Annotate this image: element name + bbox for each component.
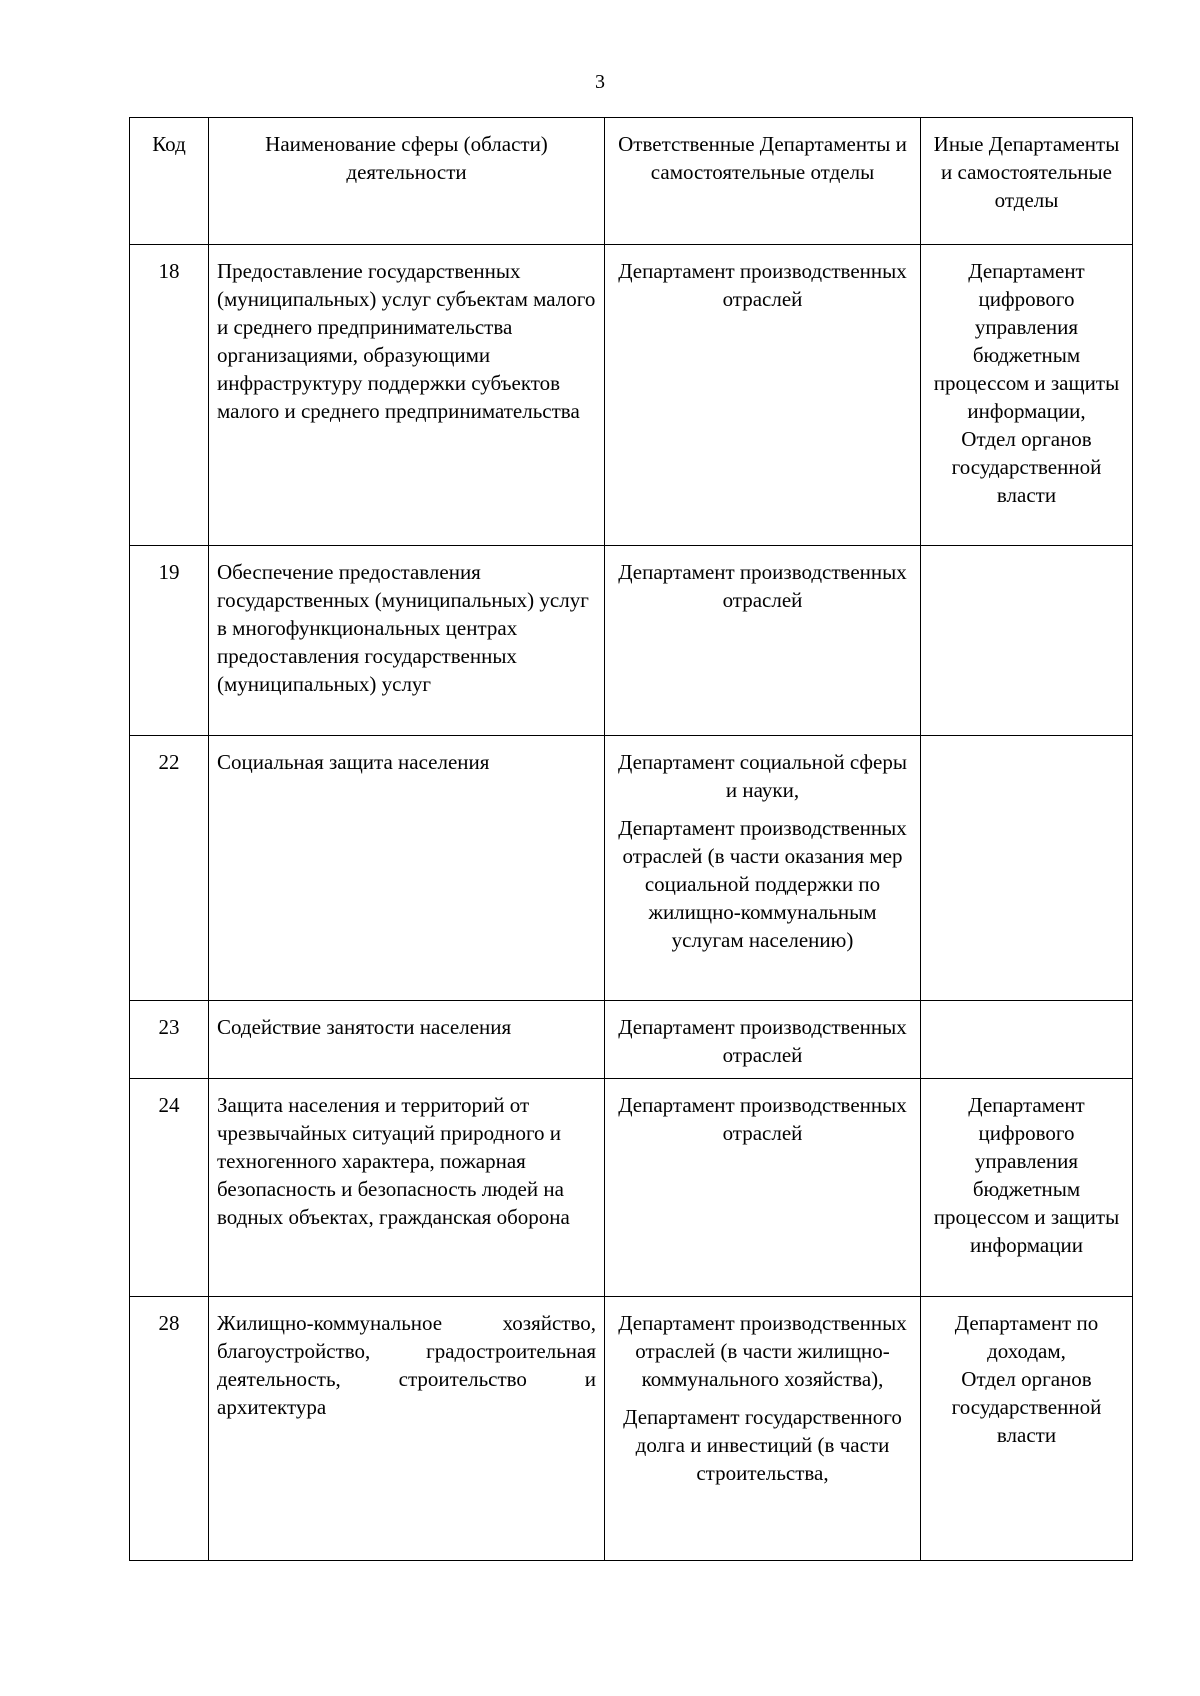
row-name: Содействие занятости населения bbox=[209, 1001, 605, 1079]
row-responsible bbox=[605, 1297, 921, 1561]
responsible-entry: Департамент социальной сферы и науки, bbox=[618, 750, 907, 802]
row-name: Обеспечение предоставления государственных (муниципальных) услуг в многофункциональных центрах предоставления государственных (муниципальных) услуг bbox=[209, 546, 605, 736]
responsibility-table bbox=[129, 117, 1133, 1561]
row-responsible bbox=[605, 245, 921, 546]
table-header-row bbox=[130, 118, 1133, 245]
other-entry: Департамент цифрового управления бюджетным процессом и защиты информации, bbox=[933, 259, 1120, 423]
other-entry: Департамент цифрового управления бюджетным процессом и защиты информации bbox=[933, 1093, 1120, 1257]
row-code: 24 bbox=[130, 1079, 209, 1297]
other-entry: Департамент по доходам, bbox=[954, 1311, 1099, 1363]
row-responsible bbox=[605, 736, 921, 1001]
row-responsible bbox=[605, 546, 921, 736]
responsible-entry: Департамент производственных отраслей bbox=[618, 560, 907, 612]
other-entry: Отдел органов государственной власти bbox=[951, 1367, 1102, 1447]
header-other: Иные Департаменты и самостоятельные отделы bbox=[921, 118, 1133, 245]
responsible-entry: Департамент производственных отраслей bbox=[618, 1015, 907, 1067]
row-other bbox=[921, 245, 1133, 546]
table-row bbox=[130, 736, 1133, 1001]
table-row bbox=[130, 1297, 1133, 1561]
table-row bbox=[130, 1001, 1133, 1079]
row-name: Предоставление государственных (муниципальных) услуг субъектам малого и среднего предпринимательства организациями, образующими инфраструктуру поддержки субъектов малого и среднего предпринимательства bbox=[209, 245, 605, 546]
responsible-entry: Департамент производственных отраслей bbox=[618, 259, 907, 311]
row-code: 23 bbox=[130, 1001, 209, 1079]
responsible-entry: Департамент производственных отраслей bbox=[618, 1093, 907, 1145]
responsible-entry: Департамент государственного долга и инвестиций (в части строительства, bbox=[623, 1405, 902, 1485]
row-other bbox=[921, 736, 1133, 1001]
row-code: 19 bbox=[130, 546, 209, 736]
row-code: 28 bbox=[130, 1297, 209, 1561]
row-responsible bbox=[605, 1001, 921, 1079]
table-row bbox=[130, 546, 1133, 736]
header-responsible: Ответственные Департаменты и самостоятельные отделы bbox=[605, 118, 921, 245]
row-name: Социальная защита населения bbox=[209, 736, 605, 1001]
row-other bbox=[921, 546, 1133, 736]
row-name: Защита населения и территорий от чрезвычайных ситуаций природного и техногенного характера, пожарная безопасность и безопасность людей на водных объектах, гражданская оборона bbox=[209, 1079, 605, 1297]
other-entry: Отдел органов государственной власти bbox=[951, 427, 1102, 507]
row-other bbox=[921, 1079, 1133, 1297]
row-other bbox=[921, 1001, 1133, 1079]
row-code: 22 bbox=[130, 736, 209, 1001]
table-row bbox=[130, 245, 1133, 546]
row-name: Жилищно-коммунальное хозяйство, благоустройство, градостроительная деятельность, строительство и архитектура bbox=[209, 1297, 605, 1561]
page-number: 3 bbox=[595, 71, 605, 93]
row-other bbox=[921, 1297, 1133, 1561]
row-responsible bbox=[605, 1079, 921, 1297]
responsible-entry: Департамент производственных отраслей (в части жилищно-коммунального хозяйства), bbox=[618, 1311, 907, 1391]
responsible-entry: Департамент производственных отраслей (в части оказания мер социальной поддержки по жилищно-коммунальным услугам населению) bbox=[618, 816, 907, 952]
row-code: 18 bbox=[130, 245, 209, 546]
table-row bbox=[130, 1079, 1133, 1297]
header-code: Код bbox=[130, 118, 209, 245]
header-name: Наименование сферы (области) деятельности bbox=[209, 118, 605, 245]
